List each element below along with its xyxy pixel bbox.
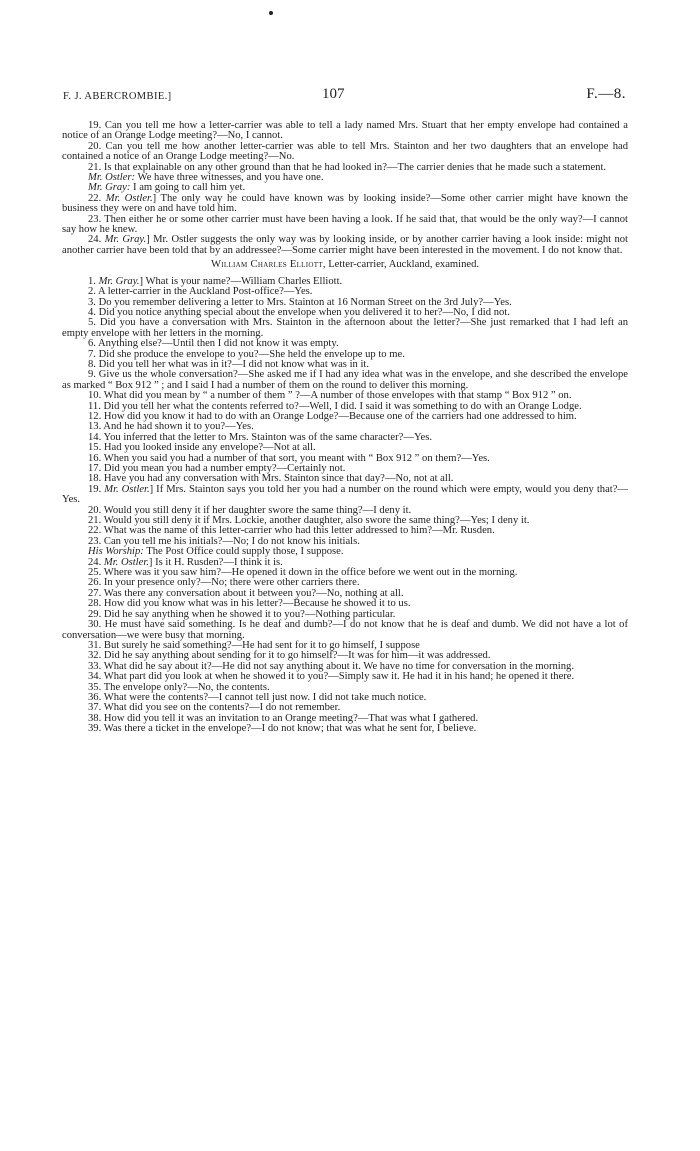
examination-paragraph: 24. Mr. Ostler.] Is it H. Rusden?—I think it is.	[88, 556, 283, 568]
intro-paragraph: 24. Mr. Gray.] Mr. Ostler suggests the only way was by looking inside, or by another carrier having a look inside: might not another carrier have been told that by an addressee?—Some carrier might have been interested in the movement. I do not know that.	[62, 234, 629, 256]
examination-paragraph: 34. What part did you look at when he showed it to you?—Simply saw it. He had it in his hand; he opened it there.	[88, 671, 575, 683]
intro-paragraph: 19. Can you tell me how a letter-carrier was able to tell a lady named Mrs. Stuart that her empty envelope had contained a notice of an Orange Lodge meeting?—No, I cannot.	[62, 120, 628, 142]
intro-paragraph: Mr. Gray: I am going to call him yet.	[88, 182, 246, 194]
examination-paragraph: 36. What were the contents?—I cannot tell just now. I did not take much notice.	[88, 691, 427, 703]
witness-name: William Charles Elliott	[210, 259, 323, 271]
intro-paragraph: Mr. Ostler: We have three witnesses, and you have one.	[88, 172, 324, 184]
examination-paragraph: 11. Did you tell her what the contents referred to?—Well, I did. I said it was something to do with an Orange Lodge.	[88, 400, 582, 412]
examination-paragraph: 16. When you said you had a number of that sort, you meant with “ Box 912 ” on them?—Yes.	[88, 452, 490, 464]
intro-paragraph: 23. Then either he or some other carrier must have been having a look. If he said that, that would be the only way?—I cannot say how he knew.	[62, 213, 628, 236]
examination-paragraph: 6. Anything else?—Until then I did not know it was empty.	[88, 338, 339, 350]
examination-paragraph: His Worship: The Post Office could supply those, I suppose.	[88, 546, 344, 558]
witness-heading	[62, 260, 628, 270]
page-body	[62, 121, 628, 735]
examination-paragraph: 23. Can you tell me his initials?—No; I do not know his initials.	[88, 535, 360, 547]
examination-paragraph: 10. What did you mean by “ a number of them ” ?—A number of those envelopes with that stamp “ Box 912 ” on.	[88, 390, 572, 402]
examination-paragraph: 2. A letter-carrier in the Auckland Post-office?—Yes.	[88, 286, 313, 298]
intro-paragraph: 21. Is that explainable on any other ground than that he had looked in?—The carrier denies that he made such a statement.	[88, 161, 607, 173]
examination-paragraph: 4. Did you notice anything special about the envelope when you delivered it to her?—No, I did not.	[88, 306, 510, 318]
examination-paragraph: 19. Mr. Ostler.] If Mrs. Stainton says you told her you had a number on the round which were empty, would you deny that?—Yes.	[62, 483, 629, 506]
examination-paragraph: 9. Give us the whole conversation?—She asked me if I had any idea what was in the envelope, and she described the envelope as marked “ Box 912 ” ; and I said I had a number of them on the round to deliver this morning.	[62, 369, 628, 391]
header-witness-name: F. J. ABERCROMBIE.]	[63, 91, 172, 102]
examination-paragraph: 27. Was there any conversation about it between you?—No, nothing at all.	[88, 587, 404, 599]
examination-paragraph: 12. How did you know it had to do with an Orange Lodge?—Because one of the carriers had one addressed to him.	[88, 410, 577, 422]
examination-paragraph: 15. Had you looked inside any envelope?—Not at all.	[88, 442, 316, 454]
examination-paragraph: 35. The envelope only?—No, the contents.	[88, 681, 270, 693]
examination-paragraph: 13. And he had shown it to you?—Yes.	[88, 421, 254, 433]
examination-paragraph: 22. What was the name of this letter-carrier who had this letter addressed to him?—Mr. Rusden.	[88, 525, 495, 537]
examination-paragraph: 38. How did you tell it was an invitation to an Orange meeting?—That was what I gathered.	[88, 712, 479, 724]
ink-speck	[269, 11, 273, 15]
examination-paragraph: 18. Have you had any conversation with Mrs. Stainton since that day?—No, not at all.	[88, 473, 454, 485]
examination-paragraph: 20. Would you still deny it if her daughter swore the same thing?—I deny it.	[88, 504, 412, 516]
examination-paragraph: 31. But surely he said something?—He had sent for it to go himself, I suppose	[88, 639, 420, 651]
examination-section	[62, 277, 628, 735]
examination-paragraph: 32. Did he say anything about sending for it to go himself?—It was for him—it was addressed.	[88, 650, 491, 662]
examination-paragraph: 21. Would you still deny it if Mrs. Lockie, another daughter, also swore the same thing?—Yes; I deny it.	[88, 515, 530, 527]
examination-paragraph: 3. Do you remember delivering a letter to Mrs. Stainton at 16 Norman Street on the 3rd July?—Yes.	[88, 296, 512, 308]
examination-paragraph: 26. In your presence only?—No; there were other carriers there.	[88, 577, 360, 589]
examination-paragraph: 5. Did you have a conversation with Mrs. Stainton in the afternoon about the letter?—She just remarked that I had left an empty envelope with her letters in the morning.	[62, 317, 628, 339]
intro-paragraph: 20. Can you tell me how another letter-carrier was able to tell Mrs. Stainton and her two daughters that an envelope had contained a notice of an Orange Lodge meeting?—No.	[62, 140, 628, 163]
examination-paragraph: 37. What did you see on the contents?—I do not remember.	[88, 702, 341, 714]
examination-paragraph: 28. How did you know what was in his letter?—Because he showed it to us.	[88, 598, 411, 610]
document-reference: F.—8.	[586, 86, 626, 102]
examination-paragraph: 17. Did you mean you had a number empty?—Certainly not.	[88, 463, 346, 474]
examination-paragraph: 33. What did he say about it?—He did not say anything about it. We have no time for conversation in the morning.	[88, 660, 574, 672]
page-number: 107	[322, 86, 345, 102]
witness-description: , Letter-carrier, Auckland, examined.	[322, 259, 480, 271]
intro-paragraph: 22. Mr. Ostler.] The only way he could have known was by looking inside?—Some other carrier might have known the business they were on and have told him.	[62, 192, 628, 215]
examination-paragraph: 25. Where was it you saw him?—He opened it down in the office before we went out in the morning.	[88, 567, 518, 579]
page-header	[63, 86, 626, 106]
examination-paragraph: 29. Did he say anything when he showed it to you?—Nothing particular.	[88, 608, 396, 620]
examination-paragraph: 30. He must have said something. Is he deaf and dumb?—I do not know that he is deaf and dumb. We did not have a lot of conversation—we were busy that morning.	[62, 619, 628, 641]
examination-paragraph: 39. Was there a ticket in the envelope?—I do not know; that was what he sent for, I believe.	[88, 723, 477, 735]
intro-section	[62, 121, 628, 256]
examination-paragraph: 8. Did you tell her what was in it?—I did not know what was in it.	[88, 358, 369, 370]
examination-paragraph: 1. Mr. Gray.] What is your name?—William Charles Elliott.	[88, 275, 343, 287]
examination-paragraph: 14. You inferred that the letter to Mrs. Stainton was of the same character?—Yes.	[88, 431, 433, 443]
examination-paragraph: 7. Did she produce the envelope to you?—She held the envelope up to me.	[88, 348, 405, 360]
